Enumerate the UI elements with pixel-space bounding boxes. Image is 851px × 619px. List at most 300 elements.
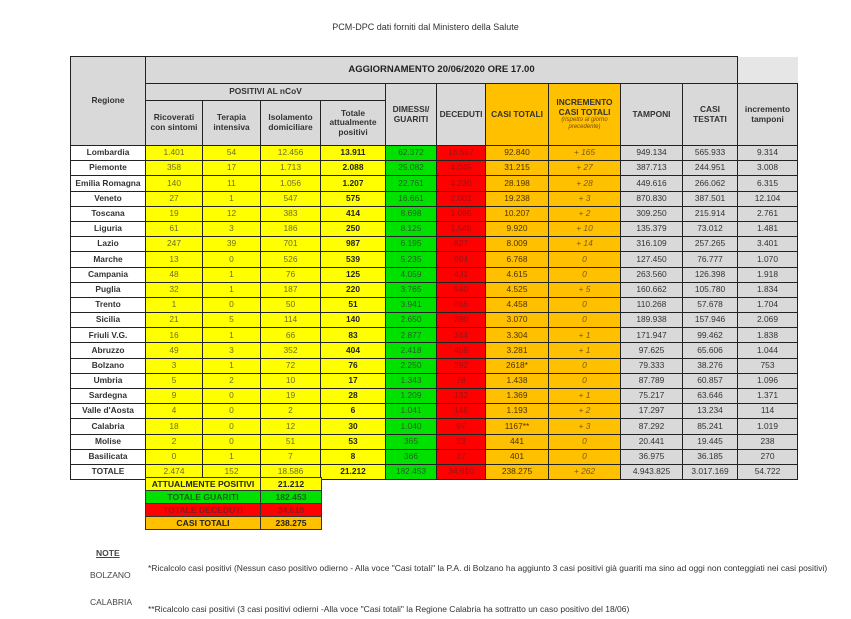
cell-isolamento: 72 — [261, 358, 321, 373]
header-update-date: AGGIORNAMENTO 20/06/2020 ORE 17.00 — [146, 57, 738, 84]
cell-incremento: + 14 — [549, 237, 621, 252]
cell-deceduti: 1.095 — [437, 206, 486, 221]
cell-ricoverati: 19 — [146, 206, 203, 221]
cell-isolamento: 51 — [261, 434, 321, 449]
cell-totale-pos: 125 — [321, 267, 386, 282]
cell-deceduti: 431 — [437, 267, 486, 282]
cell-deceduti: 27 — [437, 449, 486, 464]
cell-terapia: 0 — [203, 434, 261, 449]
cell-incr-tamponi: 114 — [738, 404, 798, 419]
cell-dimessi: 366 — [386, 449, 437, 464]
cell-ricoverati: 27 — [146, 191, 203, 206]
cell-ricoverati: 13 — [146, 252, 203, 267]
summary-label: TOTALE GUARITI — [146, 491, 261, 504]
table-row — [71, 237, 798, 252]
cell-tamponi: 79.333 — [621, 358, 683, 373]
cell-deceduti: 459 — [437, 343, 486, 358]
cell-deceduti: 146 — [437, 404, 486, 419]
cell-terapia: 0 — [203, 389, 261, 404]
cell-dimessi: 1.041 — [386, 404, 437, 419]
cell-incr-tamponi: 12.104 — [738, 191, 798, 206]
cell-casi-testati: 126.398 — [683, 267, 738, 282]
cell-incr-tamponi: 1.918 — [738, 267, 798, 282]
cell-deceduti: 78 — [437, 373, 486, 388]
cell-tamponi: 87.292 — [621, 419, 683, 434]
cell-ricoverati: 1 — [146, 297, 203, 312]
table-row — [71, 358, 798, 373]
cell-totale-pos: 53 — [321, 434, 386, 449]
cell-deceduti: 994 — [437, 252, 486, 267]
cell-ricoverati: 49 — [146, 343, 203, 358]
cell-casi-testati: 157.946 — [683, 313, 738, 328]
cell-casi-testati: 105.780 — [683, 282, 738, 297]
cell-region: Abruzzo — [71, 343, 146, 358]
cell-tamponi: 20.441 — [621, 434, 683, 449]
cell-terapia: 1 — [203, 449, 261, 464]
cell-totale-pos: 8 — [321, 449, 386, 464]
cell-region: TOTALE — [71, 464, 146, 479]
cell-tamponi: 189.938 — [621, 313, 683, 328]
cell-region: Puglia — [71, 282, 146, 297]
cell-casi-testati: 73.012 — [683, 221, 738, 236]
header-incremento-sub: (rispetto al giorno precedente) — [561, 117, 608, 131]
cell-region: Trento — [71, 297, 146, 312]
cell-dimessi: 1.040 — [386, 419, 437, 434]
cell-incr-tamponi: 3.401 — [738, 237, 798, 252]
cell-dimessi: 6.195 — [386, 237, 437, 252]
cell-isolamento: 383 — [261, 206, 321, 221]
cell-incr-tamponi: 1.070 — [738, 252, 798, 267]
cell-incremento: 0 — [549, 434, 621, 449]
header-casi-totali: CASI TOTALI — [486, 84, 549, 146]
cell-ricoverati: 48 — [146, 267, 203, 282]
cell-casi-totali: 1167** — [486, 419, 549, 434]
cell-incremento: 0 — [549, 267, 621, 282]
cell-terapia: 11 — [203, 176, 261, 191]
cell-isolamento: 1.713 — [261, 161, 321, 176]
cell-totale-pos: 51 — [321, 297, 386, 312]
cell-casi-testati: 13.234 — [683, 404, 738, 419]
cell-deceduti: 827 — [437, 237, 486, 252]
summary-label: CASI TOTALI — [146, 517, 261, 530]
cell-tamponi: 110.268 — [621, 297, 683, 312]
cell-totale-pos: 404 — [321, 343, 386, 358]
cell-casi-totali: 19.238 — [486, 191, 549, 206]
cell-isolamento: 526 — [261, 252, 321, 267]
table-row — [71, 449, 798, 464]
cell-casi-totali: 1.369 — [486, 389, 549, 404]
cell-ricoverati: 2.474 — [146, 464, 203, 479]
cell-ricoverati: 1.401 — [146, 146, 203, 161]
cell-terapia: 12 — [203, 206, 261, 221]
cell-incremento: + 1 — [549, 343, 621, 358]
cell-casi-testati: 215.914 — [683, 206, 738, 221]
cell-tamponi: 171.947 — [621, 328, 683, 343]
cell-dimessi: 3.941 — [386, 297, 437, 312]
cell-incr-tamponi: 54.722 — [738, 464, 798, 479]
cell-totale-pos: 1.207 — [321, 176, 386, 191]
table-row — [71, 343, 798, 358]
cell-incremento: 0 — [549, 449, 621, 464]
cell-isolamento: 701 — [261, 237, 321, 252]
cell-region: Campania — [71, 267, 146, 282]
cell-dimessi: 2.250 — [386, 358, 437, 373]
cell-dimessi: 22.761 — [386, 176, 437, 191]
cell-casi-testati: 38.276 — [683, 358, 738, 373]
cell-incr-tamponi: 1.096 — [738, 373, 798, 388]
cell-casi-testati: 65.606 — [683, 343, 738, 358]
header-terapia: Terapia intensiva — [203, 101, 261, 146]
note-label-bolzano: BOLZANO — [90, 570, 131, 580]
cell-ricoverati: 358 — [146, 161, 203, 176]
cell-tamponi: 449.616 — [621, 176, 683, 191]
summary-value: 238.275 — [261, 517, 322, 530]
cell-ricoverati: 18 — [146, 419, 203, 434]
cell-terapia: 39 — [203, 237, 261, 252]
table-row — [71, 282, 798, 297]
table-row — [71, 328, 798, 343]
cell-casi-totali: 4.525 — [486, 282, 549, 297]
cell-dimessi: 1.209 — [386, 389, 437, 404]
cell-deceduti: 344 — [437, 328, 486, 343]
cell-dimessi: 4.059 — [386, 267, 437, 282]
cell-ricoverati: 3 — [146, 358, 203, 373]
cell-terapia: 1 — [203, 358, 261, 373]
cell-isolamento: 18.586 — [261, 464, 321, 479]
summary-value: 21.212 — [261, 478, 322, 491]
cell-deceduti: 280 — [437, 313, 486, 328]
cell-region: Friuli V.G. — [71, 328, 146, 343]
table-row — [71, 419, 798, 434]
cell-totale-pos: 575 — [321, 191, 386, 206]
cell-deceduti: 4.230 — [437, 176, 486, 191]
cell-dimessi: 365 — [386, 434, 437, 449]
cell-casi-totali: 6.768 — [486, 252, 549, 267]
cell-casi-testati: 36.185 — [683, 449, 738, 464]
notes-heading: NOTE — [96, 548, 120, 558]
cell-incr-tamponi: 1.704 — [738, 297, 798, 312]
cell-terapia: 5 — [203, 313, 261, 328]
cell-casi-testati: 266.062 — [683, 176, 738, 191]
summary-row — [146, 491, 322, 504]
cell-casi-totali: 401 — [486, 449, 549, 464]
cell-incremento: 0 — [549, 358, 621, 373]
cell-incr-tamponi: 753 — [738, 358, 798, 373]
header-incr-tamponi: incremento tamponi — [738, 84, 798, 146]
cell-casi-totali: 31.215 — [486, 161, 549, 176]
cell-incremento: + 2 — [549, 404, 621, 419]
cell-casi-testati: 76.777 — [683, 252, 738, 267]
cell-terapia: 1 — [203, 328, 261, 343]
cell-casi-totali: 4.458 — [486, 297, 549, 312]
cell-tamponi: 36.975 — [621, 449, 683, 464]
cell-incr-tamponi: 9.314 — [738, 146, 798, 161]
cell-isolamento: 76 — [261, 267, 321, 282]
cell-incr-tamponi: 3.008 — [738, 161, 798, 176]
cell-casi-totali: 238.275 — [486, 464, 549, 479]
cell-dimessi: 2.418 — [386, 343, 437, 358]
cell-region: Valle d'Aosta — [71, 404, 146, 419]
header-isolamento: Isolamento domiciliare — [261, 101, 321, 146]
cell-dimessi: 2.650 — [386, 313, 437, 328]
cell-deceduti: 23 — [437, 434, 486, 449]
header-totale-positivi: Totale attualmente positivi — [321, 101, 386, 146]
cell-totale-pos: 21.212 — [321, 464, 386, 479]
table-row — [71, 267, 798, 282]
note-text-calabria: **Ricalcolo casi positivi (3 casi positivi odierni -Alla voce "Casi totali" la Regione Calabria ha sottratto un caso positivo del 18/06) — [148, 604, 630, 614]
cell-tamponi: 870.830 — [621, 191, 683, 206]
cell-totale-pos: 539 — [321, 252, 386, 267]
cell-deceduti: 540 — [437, 282, 486, 297]
cell-terapia: 3 — [203, 221, 261, 236]
cell-incremento: + 10 — [549, 221, 621, 236]
cell-dimessi: 5.235 — [386, 252, 437, 267]
cell-tamponi: 17.297 — [621, 404, 683, 419]
cell-region: Basilicata — [71, 449, 146, 464]
cell-region: Lazio — [71, 237, 146, 252]
cell-incr-tamponi: 2.069 — [738, 313, 798, 328]
cell-terapia: 0 — [203, 419, 261, 434]
cell-incremento: + 1 — [549, 389, 621, 404]
header-positivi-group: POSITIVI AL nCoV — [146, 84, 386, 101]
cell-totale-pos: 2.088 — [321, 161, 386, 176]
table-row — [71, 161, 798, 176]
cell-ricoverati: 0 — [146, 449, 203, 464]
cell-region: Sicilia — [71, 313, 146, 328]
cell-incremento: 0 — [549, 252, 621, 267]
cell-region: Calabria — [71, 419, 146, 434]
cell-deceduti: 1.545 — [437, 221, 486, 236]
cell-deceduti: 132 — [437, 389, 486, 404]
cell-isolamento: 114 — [261, 313, 321, 328]
note-label-calabria: CALABRIA — [90, 597, 133, 607]
cell-deceduti: 16.557 — [437, 146, 486, 161]
cell-dimessi: 2.877 — [386, 328, 437, 343]
cell-incr-tamponi: 238 — [738, 434, 798, 449]
cell-region: Umbria — [71, 373, 146, 388]
cell-casi-testati: 565.933 — [683, 146, 738, 161]
cell-totale-pos: 6 — [321, 404, 386, 419]
cell-terapia: 3 — [203, 343, 261, 358]
cell-totale-pos: 140 — [321, 313, 386, 328]
cell-ricoverati: 21 — [146, 313, 203, 328]
cell-tamponi: 97.625 — [621, 343, 683, 358]
cell-deceduti: 466 — [437, 297, 486, 312]
cell-casi-totali: 8.009 — [486, 237, 549, 252]
cell-incremento: + 2 — [549, 206, 621, 221]
header-blank — [738, 57, 798, 84]
cell-tamponi: 263.560 — [621, 267, 683, 282]
cell-region: Liguria — [71, 221, 146, 236]
cell-incremento: 0 — [549, 313, 621, 328]
cell-tamponi: 75.217 — [621, 389, 683, 404]
cell-totale-pos: 76 — [321, 358, 386, 373]
table-row — [71, 176, 798, 191]
cell-isolamento: 7 — [261, 449, 321, 464]
header-regione: Regione — [71, 57, 146, 146]
cell-region: Marche — [71, 252, 146, 267]
cell-casi-totali: 3.070 — [486, 313, 549, 328]
cell-dimessi: 1.343 — [386, 373, 437, 388]
cell-casi-testati: 85.241 — [683, 419, 738, 434]
cell-incr-tamponi: 1.044 — [738, 343, 798, 358]
summary-value: 182.453 — [261, 491, 322, 504]
cell-ricoverati: 140 — [146, 176, 203, 191]
header-casi-testati: CASI TESTATI — [683, 84, 738, 146]
cell-casi-totali: 1.438 — [486, 373, 549, 388]
cell-deceduti: 292 — [437, 358, 486, 373]
cell-terapia: 1 — [203, 191, 261, 206]
summary-row — [146, 517, 322, 530]
cell-terapia: 2 — [203, 373, 261, 388]
cell-isolamento: 66 — [261, 328, 321, 343]
cell-tamponi: 309.250 — [621, 206, 683, 221]
cell-ricoverati: 9 — [146, 389, 203, 404]
table-row — [71, 206, 798, 221]
cell-region: Piemonte — [71, 161, 146, 176]
cell-dimessi: 16.661 — [386, 191, 437, 206]
cell-casi-totali: 3.281 — [486, 343, 549, 358]
cell-ricoverati: 2 — [146, 434, 203, 449]
cell-terapia: 152 — [203, 464, 261, 479]
cell-incremento: + 3 — [549, 419, 621, 434]
cell-isolamento: 50 — [261, 297, 321, 312]
cell-tamponi: 87.789 — [621, 373, 683, 388]
cell-tamponi: 4.943.825 — [621, 464, 683, 479]
cell-casi-totali: 3.304 — [486, 328, 549, 343]
cell-region: Toscana — [71, 206, 146, 221]
cell-casi-totali: 92.840 — [486, 146, 549, 161]
cell-isolamento: 10 — [261, 373, 321, 388]
cell-incremento: + 5 — [549, 282, 621, 297]
cell-terapia: 54 — [203, 146, 261, 161]
table-row — [71, 297, 798, 312]
cell-incr-tamponi: 1.834 — [738, 282, 798, 297]
cell-ricoverati: 16 — [146, 328, 203, 343]
cell-ricoverati: 5 — [146, 373, 203, 388]
cell-casi-testati: 3.017.169 — [683, 464, 738, 479]
cell-incr-tamponi: 6.315 — [738, 176, 798, 191]
cell-dimessi: 62.372 — [386, 146, 437, 161]
cell-dimessi: 8.125 — [386, 221, 437, 236]
table-row — [71, 434, 798, 449]
cell-casi-totali: 4.615 — [486, 267, 549, 282]
cell-totale-pos: 13.911 — [321, 146, 386, 161]
cell-deceduti: 2.002 — [437, 191, 486, 206]
table-row — [71, 313, 798, 328]
summary-label: TOTALE DECEDUTI — [146, 504, 261, 517]
cell-tamponi: 316.109 — [621, 237, 683, 252]
cell-tamponi: 127.450 — [621, 252, 683, 267]
cell-isolamento: 187 — [261, 282, 321, 297]
cell-incr-tamponi: 1.371 — [738, 389, 798, 404]
header-ricoverati: Ricoverati con sintomi — [146, 101, 203, 146]
cell-incr-tamponi: 270 — [738, 449, 798, 464]
cell-region: Sardegna — [71, 389, 146, 404]
cell-incremento: 0 — [549, 373, 621, 388]
cell-incr-tamponi: 1.838 — [738, 328, 798, 343]
note-text-bolzano: *Ricalcolo casi positivi (Nessun caso positivo odierno - Alla voce "Casi totali" la P.A. di Bolzano ha aggiunto 3 casi positivi già guariti ma sino ad oggi non conteggiati nei casi positivi) — [148, 563, 828, 573]
cell-totale-pos: 220 — [321, 282, 386, 297]
cell-terapia: 1 — [203, 282, 261, 297]
cell-casi-testati: 57.678 — [683, 297, 738, 312]
cell-casi-testati: 244.951 — [683, 161, 738, 176]
cell-isolamento: 12 — [261, 419, 321, 434]
cell-region: Molise — [71, 434, 146, 449]
summary-row — [146, 478, 322, 491]
cell-totale-pos: 17 — [321, 373, 386, 388]
cell-isolamento: 12.456 — [261, 146, 321, 161]
cell-region: Bolzano — [71, 358, 146, 373]
cell-isolamento: 352 — [261, 343, 321, 358]
header-incremento-label: INCREMENTO CASI TOTALI — [556, 96, 613, 117]
cell-dimessi: 182.453 — [386, 464, 437, 479]
cell-isolamento: 547 — [261, 191, 321, 206]
cell-ricoverati: 4 — [146, 404, 203, 419]
cell-region: Veneto — [71, 191, 146, 206]
cell-ricoverati: 61 — [146, 221, 203, 236]
cell-incr-tamponi: 1.019 — [738, 419, 798, 434]
cell-casi-testati: 19.445 — [683, 434, 738, 449]
cell-totale-pos: 414 — [321, 206, 386, 221]
cell-totale-pos: 83 — [321, 328, 386, 343]
cell-totale-pos: 250 — [321, 221, 386, 236]
cell-totale-pos: 987 — [321, 237, 386, 252]
summary-label: ATTUALMENTE POSITIVI — [146, 478, 261, 491]
table-row — [71, 252, 798, 267]
cell-tamponi: 949.134 — [621, 146, 683, 161]
cell-incremento: + 262 — [549, 464, 621, 479]
cell-ricoverati: 32 — [146, 282, 203, 297]
cell-casi-totali: 441 — [486, 434, 549, 449]
cell-casi-totali: 10.207 — [486, 206, 549, 221]
summary-row — [146, 504, 322, 517]
table-row — [71, 404, 798, 419]
table-row — [71, 373, 798, 388]
summary-box — [145, 477, 322, 530]
cell-incremento: 0 — [549, 297, 621, 312]
cell-tamponi: 160.662 — [621, 282, 683, 297]
cell-terapia: 1 — [203, 267, 261, 282]
cell-casi-testati: 257.265 — [683, 237, 738, 252]
cell-casi-totali: 1.193 — [486, 404, 549, 419]
table-row — [71, 191, 798, 206]
cell-dimessi: 3.765 — [386, 282, 437, 297]
cell-incremento: + 165 — [549, 146, 621, 161]
cell-casi-totali: 9.920 — [486, 221, 549, 236]
cell-deceduti: 97 — [437, 419, 486, 434]
cell-casi-testati: 63.646 — [683, 389, 738, 404]
cell-casi-testati: 99.462 — [683, 328, 738, 343]
cell-isolamento: 186 — [261, 221, 321, 236]
cell-casi-totali: 2618* — [486, 358, 549, 373]
cell-isolamento: 2 — [261, 404, 321, 419]
cell-terapia: 0 — [203, 404, 261, 419]
summary-value: 34.610 — [261, 504, 322, 517]
cell-region: Lombardia — [71, 146, 146, 161]
cell-incremento: + 3 — [549, 191, 621, 206]
cell-region: Emilia Romagna — [71, 176, 146, 191]
cell-incremento: + 27 — [549, 161, 621, 176]
cell-incremento: + 28 — [549, 176, 621, 191]
cell-incremento: + 1 — [549, 328, 621, 343]
cell-deceduti: 4.045 — [437, 161, 486, 176]
cell-dimessi: 8.698 — [386, 206, 437, 221]
cell-terapia: 0 — [203, 252, 261, 267]
cell-terapia: 0 — [203, 297, 261, 312]
header-incremento — [549, 84, 621, 146]
cell-dimessi: 25.082 — [386, 161, 437, 176]
